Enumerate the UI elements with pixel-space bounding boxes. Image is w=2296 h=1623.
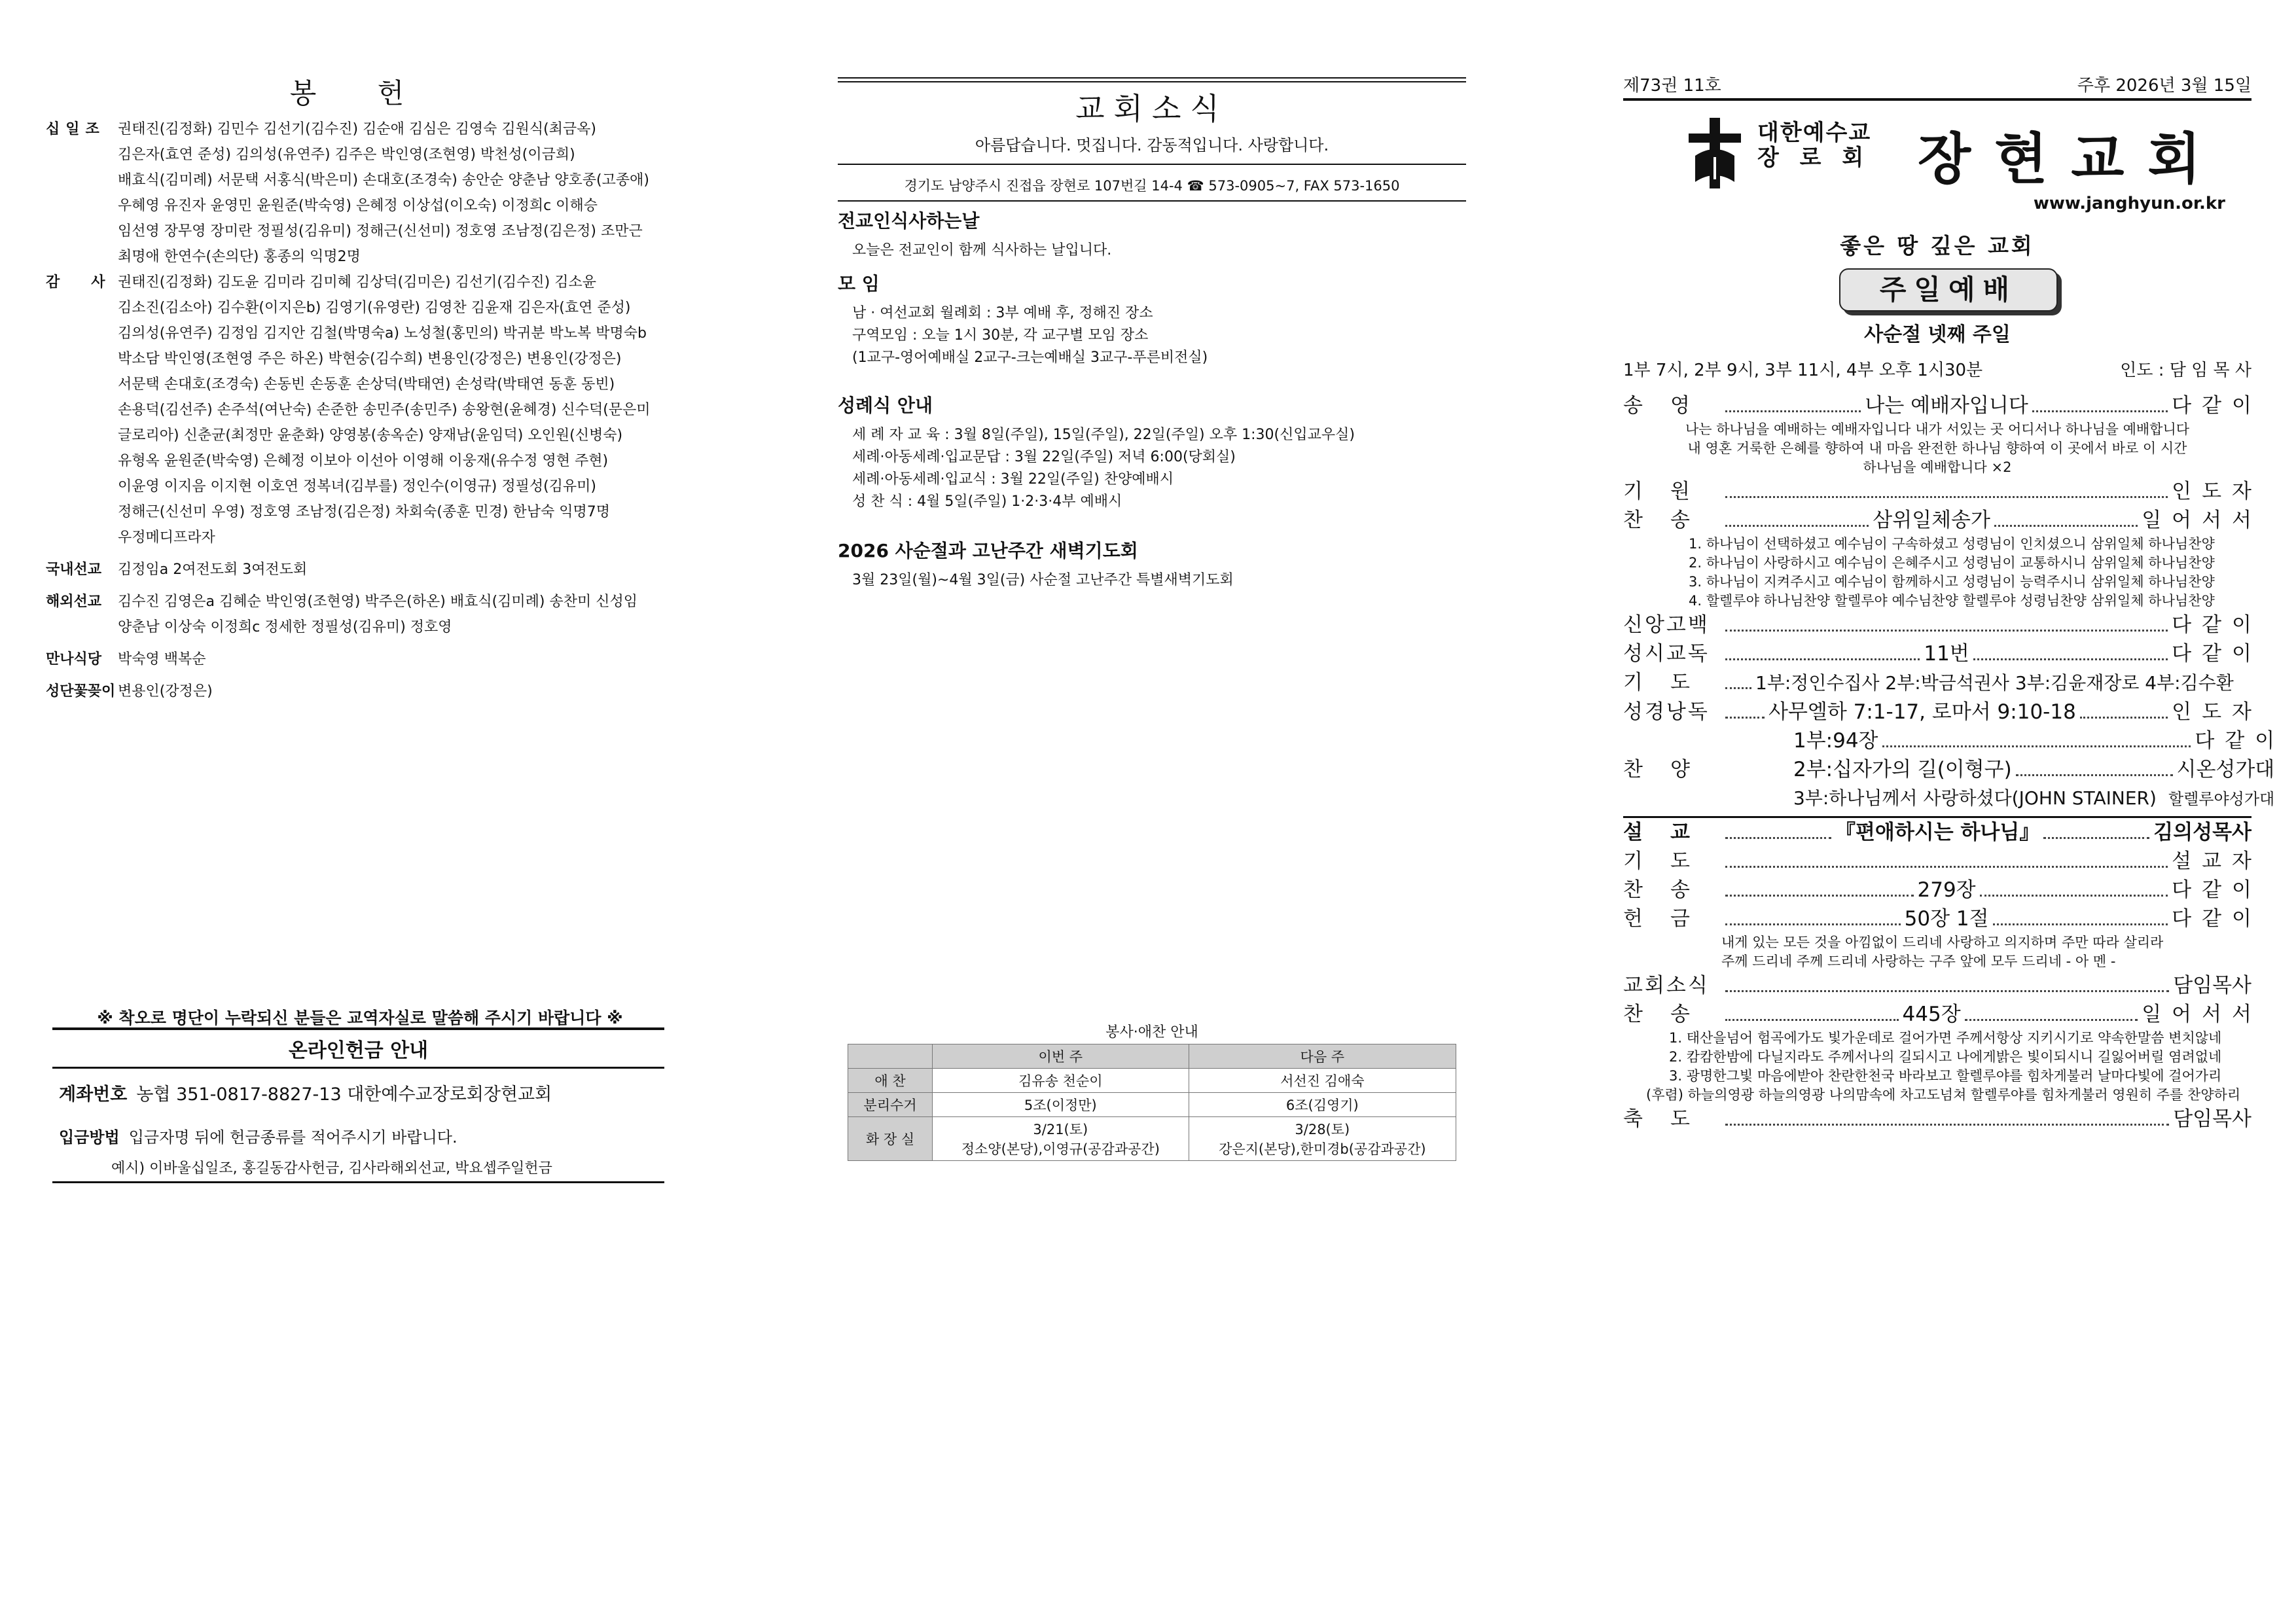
order-performer: 인도자 [2172,480,2262,503]
choir-title: 2부:십자가의 길(이형구) [1793,758,2012,781]
offering-row [46,679,674,704]
order-label: 설교 [1623,821,1717,844]
order-row-prayer [1623,668,2251,698]
order-performer: 일어서서 [2142,508,2262,532]
order-of-worship [1623,391,2286,1133]
lyric-line: 내게 있는 모든 것을 아낌없이 드리네 사랑하고 의지하며 주만 따라 살리라 [1721,935,2164,950]
deposit-example: 예시) 이바울십일조, 홍길동감사헌금, 김사라해외선교, 박요셉주일헌금 [52,1153,664,1183]
section-title: 성례식 안내 [838,395,933,416]
order-label: 성경낭독 [1623,700,1710,724]
table-cell: 서선진 김애숙 [1189,1069,1456,1093]
lyric-line: 1. 태산을넘어 험곡에가도 빛가운데로 걸어가면 주께서항상 지키시기로 약속한말씀 변치않네 [1669,1030,2222,1046]
offering-names: 서문택 손대호(조경숙) 손동빈 손동훈 손상덕(박태연) 손성락(박태연 동훈 동빈) [118,376,615,393]
cell-line: 강은지(본당),한미경b(공감과공간) [1219,1141,1426,1157]
choir-performer: 시온성가대 [2176,758,2275,781]
worship-badge: 주일예배 [1839,268,2058,312]
denomination [1757,120,1871,170]
order-label: 찬송 [1623,1003,1717,1026]
offering-label: 성단꽃꽂이 [46,683,116,700]
website-url: www.janghyun.or.kr [2033,194,2225,213]
church-address: 경기도 남양주시 진접읍 장현로 107번길 14-4 ☎ 573-0905~7, FAX 573-1650 [904,178,1400,194]
account-info [59,1080,552,1105]
order-performer: 설교자 [2172,849,2262,873]
offering-names: 박숙영 백복순 [118,651,206,668]
order-row-sermon [1623,816,2251,847]
order-label: 찬송 [1623,508,1717,532]
offering-title: 봉 헌 [289,77,431,109]
lyric-line: (후렴) 하늘의영광 하늘의영광 나의맘속에 차고도넘쳐 할렐루야를 힘차게불러 영원히 주를 찬양하리 [1646,1087,2241,1103]
order-label: 축도 [1623,1107,1717,1131]
order-row-prayer2 [1623,847,2262,876]
lyric-line: 4. 할렐루야 하나님찬양 할렐루야 예수님찬양 할렐루야 성령님찬양 삼위일체 하나님찬양 [1689,593,2215,609]
order-row-choir [1623,726,2286,813]
offering-names: 우정메디프라자 [118,529,215,546]
order-row-responsive [1623,639,2262,668]
order-row-news [1623,971,2251,1000]
lyric-line: 2. 캄캄한밤에 다닐지라도 주께서나의 길되시고 나에게밝은 빛이되시니 길잃어버릴 염려없네 [1669,1049,2222,1065]
table-header-cell: 다음 주 [1189,1044,1456,1069]
section-title: 2026 사순절과 고난주간 새벽기도회 [838,540,1138,562]
deposit-method [59,1124,457,1147]
table-row [848,1093,1456,1117]
cell-line: 3/21(토) [1033,1122,1088,1137]
offering-names: 유형옥 윤원준(박숙영) 은혜정 이보아 이선아 이영해 이웅재(유수정 영현 주현) [118,453,609,469]
service-table-caption: 봉사·애찬 안내 [1105,1024,1198,1041]
offering-label: 국내선교 [46,562,102,578]
order-label: 기도 [1623,671,1717,694]
order-performer: 일어서서 [2142,1003,2262,1026]
order-title: 1부:정인수집사 2부:박금석권사 3부:김윤재장로 4부:김수환 [1755,672,2234,694]
order-title: 삼위일체송가 [1873,508,1990,532]
news-subtitle: 아름답습니다. 멋집니다. 감동적입니다. 사랑합니다. [975,136,1329,154]
lyric-line: 나는 하나님을 예배하는 예배자입니다 내가 서있는 곳 어디서나 하나님을 예배합니다 [1685,421,2190,437]
choir-title: 3부:하나님께서 사랑하셨다(JOHN STAINER) [1793,787,2157,809]
denomination-line1: 대한예수교 [1757,120,1872,146]
top-rule [838,77,1466,79]
choir-performer: 다같이 [2195,729,2286,753]
method-label: 입금방법 [59,1128,120,1147]
section-line: 세례·아동세례·입교문답 : 3월 22일(주일) 저녁 6:00(당회실) [852,449,1236,465]
row-label: 애 찬 [848,1069,933,1093]
offering-names: 김수진 김영은a 김혜순 박인영(조현영) 박주은(하온) 배효식(김미례) 송찬미 신성임 [118,594,637,610]
issue-date: 주후 2026년 3월 15일 [2077,76,2251,96]
offering-label: 감사 [46,274,137,291]
address-rule-top [838,164,1466,165]
section-line: 3월 23일(월)~4월 3일(금) 사순절 고난주간 특별새벽기도회 [852,572,1234,588]
lyric-line: 3. 하나님이 지켜주시고 예수님이 함께하시고 성령님이 능력주시니 삼위일체 하나님찬양 [1689,574,2215,590]
offering-list [46,116,674,704]
table-cell: 김유송 천순이 [933,1069,1189,1093]
table-row [848,1117,1456,1161]
offering-names: 김소진(김소아) 김수환(이지은b) 김영기(유영란) 김영찬 김윤재 김은자(효연 준성) [118,300,631,316]
order-label: 기도 [1623,849,1717,873]
section-line: (1교구-영어예배실 2교구-크는예배실 3교구-푸른비전실) [852,349,1208,366]
offering-names: 최명애 한연수(손의단) 홍종의 익명2명 [118,249,361,265]
order-row-invocation [1623,477,2262,506]
order-row-offering [1623,904,2262,933]
order-label: 헌금 [1623,907,1717,931]
church-name: 장현교회 [1918,126,2225,191]
choir-item [1721,755,2274,784]
offering-row [46,557,674,582]
lyric-line: 1. 하나님이 선택하셨고 예수님이 구속하셨고 성령님이 인치셨으니 삼위일체 하나님찬양 [1689,536,2215,552]
section-title: 전교인식사하는날 [838,210,980,232]
order-title: 11번 [1924,642,1969,666]
choir-performer: 할렐루야성가대 [2168,790,2275,808]
offering-names: 김의성(유연주) 김정임 김지안 김철(박명숙a) 노성철(홍민의) 박귀분 박노복 박명숙b [118,325,647,342]
order-label: 교회소식 [1623,974,1710,997]
news-section-sacrament [838,391,1466,513]
table-header-cell [848,1044,933,1069]
order-label: 찬송 [1623,878,1717,902]
account-number: 농협 351-0817-8827-13 대한예수교장로회장현교회 [136,1084,552,1105]
order-row-reading [1623,698,2262,726]
order-performer: 다같이 [2172,642,2262,666]
table-cell [933,1117,1189,1161]
order-performer: 다같이 [2172,394,2262,418]
section-line: 세례·아동세례·입교식 : 3월 22일(주일) 찬양예배시 [852,471,1174,488]
table-header-row [848,1044,1456,1069]
liturgical-sunday: 사순절 넷째 주일 [1864,323,2011,346]
offering-names: 이윤영 이지음 이지현 이호연 정복녀(김부를) 정인수(이영규) 정필성(김유미) [118,478,597,495]
offering-names: 손용덕(김선주) 손주석(여난숙) 손준한 송민주(송민주) 송왕현(윤혜경) 신수덕(문은미 [118,402,651,418]
offering-row [46,589,674,640]
order-row-hymn2 [1623,876,2262,904]
offering-names: 권태진(김정화) 김민수 김선기(김수진) 김순애 김심은 김영숙 김원식(최금옥) [118,121,597,137]
top-rule-2 [838,81,1466,82]
order-row-hymn3 [1623,1000,2262,1029]
order-performer: 다같이 [2172,907,2262,931]
cell-line: 정소양(본당),이영규(공감과공간) [961,1141,1160,1157]
section-line: 오늘은 전교인이 함께 식사하는 날입니다. [852,242,1112,259]
row-label: 분리수거 [848,1093,933,1117]
offering-names: 배효식(김미례) 서문택 서홍식(박은미) 손대호(조경숙) 송안순 양춘남 양호종(고종애) [118,172,649,188]
offering-names: 임선영 장무영 장미란 정필성(김유미) 정해근(신선미) 정호영 조남정(김은정) 조만근 [118,223,643,240]
offering-row [46,270,674,550]
offering-row [46,116,674,270]
lyric-line: 3. 광명한그빛 마음에받아 찬란한천국 바라보고 할렐루야를 힘차게불러 날마다빛에 걸어가리 [1669,1068,2222,1084]
order-title: 나는 예배자입니다 [1865,394,2028,418]
offering-names: 권태진(김정화) 김도윤 김미라 김미혜 김상덕(김미은) 김선기(김수진) 김소윤 [118,274,597,291]
church-slogan: 좋은 땅 깊은 교회 [1840,233,2035,259]
lyric-line: 주께 드리네 주께 드리네 사랑하는 구주 앞에 모두 드리네 - 아 멘 - [1721,954,2116,969]
account-label: 계좌번호 [59,1084,128,1105]
sermon-title: 『편애하시는 하나님』 [1835,821,2040,844]
order-title: 445장 [1902,1003,1961,1026]
order-label: 신앙고백 [1623,613,1710,637]
table-row [848,1069,1456,1093]
section-line: 구역모임 : 오늘 1시 30분, 각 교구별 모임 장소 [852,327,1149,344]
news-section-meeting [838,270,1466,369]
choir-title: 1부:94장 [1793,729,1878,753]
table-cell [1189,1117,1456,1161]
address-rule-bottom [838,200,1466,202]
news-title: 교회소식 [1075,91,1229,126]
news-section-meal [838,207,1466,262]
cell-line: 3/28(토) [1295,1122,1350,1137]
section-line: 남 · 여선교회 월례회 : 3부 예배 후, 정해진 장소 [852,305,1153,321]
offering-names: 김은자(효연 준성) 김의성(유연주) 김주은 박인영(조현영) 박천성(이금희) [118,147,575,163]
method-text: 입금자명 뒤에 헌금종류를 적어주시기 바랍니다. [128,1128,457,1147]
order-title: 50장 1절 [1904,907,1989,931]
order-title: 279장 [1917,878,1976,902]
section-title: 모 임 [838,273,880,294]
header-rule [1623,98,2251,101]
order-row-benediction [1623,1105,2251,1133]
order-performer: 다같이 [2172,878,2262,902]
order-row-praise [1623,391,2262,420]
offering-names: 글로리아) 신춘균(최정만 윤춘화) 양영봉(송옥순) 양재남(윤임덕) 오인원(신병숙) [118,427,623,444]
choir-item [1721,784,2274,813]
online-offering-title: 온라인헌금 안내 [52,1027,664,1069]
section-line: 세 례 자 교 육 : 3월 8일(주일), 15일(주일), 22일(주일) 오후 1:30(신입교우실) [852,427,1355,443]
order-performer: 김의성목사 [2153,821,2251,844]
offering-names: 정해근(신선미 우영) 정호영 조남정(김은정) 차회숙(종훈 민경) 한남숙 익명7명 [118,504,611,520]
order-performer: 담임목사 [2173,974,2251,997]
order-label: 성시교독 [1623,642,1710,666]
offering-label: 해외선교 [46,594,102,610]
cross-logo-icon [1682,116,1748,192]
choir-item [1721,726,2286,755]
news-section-dawn-prayer [838,537,1466,592]
offering-names: 양춘남 이상숙 이정희c 정세한 정필성(김유미) 정호영 [118,619,452,635]
issue-volume: 제73권 11호 [1623,76,1721,96]
offering-row [46,647,674,672]
offering-label: 만나식당 [46,651,102,668]
order-label: 찬양 [1623,758,1717,781]
order-label: 송영 [1623,394,1717,418]
row-label: 화 장 실 [848,1117,933,1161]
denomination-line2: 장 로 회 [1757,145,1871,171]
service-times: 1부 7시, 2부 9시, 3부 11시, 4부 오후 1시30분 [1623,361,1983,380]
order-row-creed [1623,611,2262,639]
lyric-line: 2. 하나님이 사랑하시고 예수님이 은혜주시고 성령님이 교통하시니 삼위일체 하나님찬양 [1689,555,2215,571]
offering-label: 십일조 [46,121,105,137]
omission-notice: ※ 착오로 명단이 누락되신 분들은 교역자실로 말씀해 주시기 바랍니다 ※ [97,1008,623,1027]
order-performer: 담임목사 [2173,1107,2251,1131]
service-table [848,1044,1456,1161]
offering-names: 박소담 박인영(조현영 주은 하온) 박현숭(김수희) 변용인(강정은) 변용인(강정은) [118,351,622,367]
table-header-cell: 이번 주 [933,1044,1189,1069]
order-row-hymn1 [1623,506,2262,535]
table-cell: 6조(김영기) [1189,1093,1456,1117]
offering-names: 우혜영 유진자 윤영민 윤원준(박숙영) 은혜정 이상섭(이오숙) 이정희c 이해승 [118,198,598,214]
order-label: 기원 [1623,480,1717,503]
order-performer: 다같이 [2172,613,2262,637]
service-leader: 인도 : 담 임 목 사 [2120,361,2251,380]
offering-names: 변용인(강정은) [118,683,213,700]
table-cell: 5조(이정만) [933,1093,1189,1117]
section-line: 성 찬 식 : 4월 5일(주일) 1·2·3·4부 예배시 [852,493,1122,510]
order-title: 사무엘하 7:1-17, 로마서 9:10-18 [1768,700,2076,724]
offering-names: 김정임a 2여전도회 3여전도회 [118,562,308,578]
lyric-line: 내 영혼 거룩한 은혜를 향하여 내 마음 완전한 하나님 향하여 이 곳에서 바로 이 시간 [1687,440,2187,456]
order-performer: 인도자 [2172,700,2262,724]
lyric-line: 하나님을 예배합니다 ×2 [1863,459,2012,475]
